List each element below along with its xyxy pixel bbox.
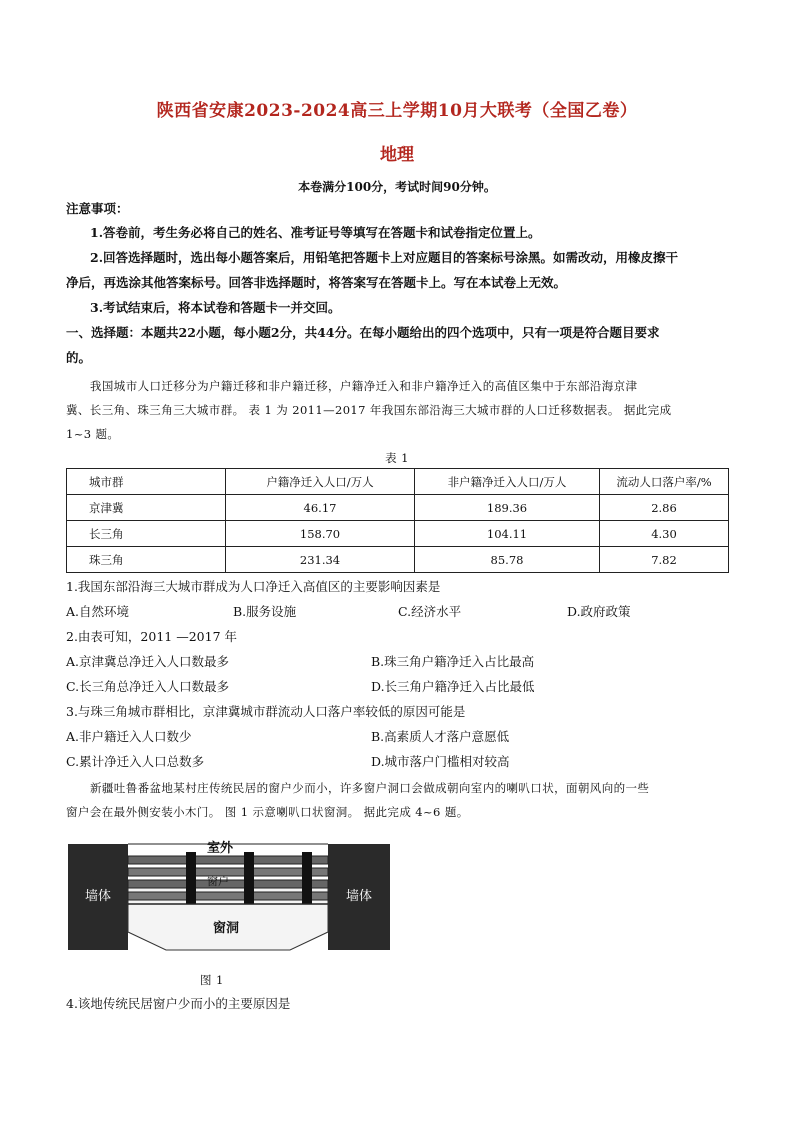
notes-item-2-line-2: 净后，再选涂其他答案标号。回答非选择题时，将答案写在答题卡上。写在本试卷上无效。 [66, 275, 567, 290]
exam-info: 本卷满分100分，考试时间90分钟。 [298, 180, 496, 194]
question-3-option-b: B.高素质人才落户意愿低 [371, 729, 510, 744]
table-cell: 85.78 [415, 547, 600, 573]
table-cell: 231.34 [226, 547, 415, 573]
label-wall-right: 墙体 [345, 889, 373, 904]
notes-heading: 注意事项： [66, 201, 129, 216]
section-heading-line-1: 一、选择题：本题共22小题，每小题2分，共44分。在每小题给出的四个选项中，只有一项是符合题目要求 [66, 325, 660, 340]
passage1-line-2: 冀、长三角、珠三角三大城市群。 表 1 为 2011—2017 年我国东部沿海三大城市群的人口迁移数据表。 据此完成 [66, 403, 672, 417]
table-cell: 46.17 [226, 495, 415, 521]
table-header: 流动人口落户率/% [600, 469, 729, 495]
question-2-option-c: C.长三角总净迁入人口数最多 [66, 679, 230, 694]
table-cell: 7.82 [600, 547, 729, 573]
question-1-option-a: A.自然环境 [66, 604, 130, 619]
section-heading-line-2: 的。 [66, 350, 92, 365]
label-wall-left: 墙体 [84, 889, 112, 904]
table-header: 城市群 [67, 469, 226, 495]
question-2-option-a: A.京津冀总净迁入人口数最多 [66, 654, 230, 669]
question-2-stem: 2.由表可知，2011 —2017 年 [66, 629, 237, 644]
passage2-line-1: 新疆吐鲁番盆地某村庄传统民居的窗户少而小，许多窗户洞口会做成朝向室内的喇叭口状，面朝风向的一些 [90, 781, 650, 795]
passage2-line-2: 窗户会在最外侧安装小木门。 图 1 示意喇叭口状窗洞。 据此完成 4~6 题。 [66, 805, 469, 819]
question-1-option-d: D.政府政策 [567, 604, 631, 619]
table-cell: 158.70 [226, 521, 415, 547]
table-row [67, 547, 729, 573]
table-cell: 京津冀 [67, 495, 226, 521]
label-window: 窗户 [207, 875, 229, 888]
table-cell: 长三角 [67, 521, 226, 547]
table-cell: 4.30 [600, 521, 729, 547]
question-4-stem: 4.该地传统民居窗户少而小的主要原因是 [66, 996, 291, 1011]
table-caption: 表 1 [385, 451, 409, 465]
table-cell: 2.86 [600, 495, 729, 521]
exam-title: 陕西省安康2023-2024高三上学期10月大联考（全国乙卷） [156, 101, 638, 121]
exam-subject: 地理 [380, 145, 414, 165]
migration-table [66, 468, 729, 573]
notes-item-1: 1.答卷前，考生务必将自己的姓名、准考证号等填写在答题卡和试卷指定位置上。 [90, 225, 541, 240]
window-opening-diagram [66, 830, 392, 954]
table-cell: 189.36 [415, 495, 600, 521]
passage1-line-3: 1~3 题。 [66, 427, 120, 441]
figure-caption: 图 1 [200, 973, 224, 987]
table-cell: 珠三角 [67, 547, 226, 573]
notes-item-3: 3.考试结束后，将本试卷和答题卡一并交回。 [90, 300, 341, 315]
table-row [67, 521, 729, 547]
label-opening: 窗洞 [212, 921, 240, 936]
table-row [67, 495, 729, 521]
question-2-option-b: B.珠三角户籍净迁入占比最高 [371, 654, 535, 669]
table-cell: 104.11 [415, 521, 600, 547]
table-header: 户籍净迁入人口/万人 [226, 469, 415, 495]
table-header-row [67, 469, 729, 495]
window-opening-figure [66, 830, 392, 954]
question-1-option-b: B.服务设施 [233, 604, 297, 619]
notes-item-2-line-1: 2.回答选择题时，选出每小题答案后，用铅笔把答题卡上对应题目的答案标号涂黑。如需改动，用橡皮擦干 [90, 250, 679, 265]
question-1-option-c: C.经济水平 [398, 604, 462, 619]
question-3-option-a: A.非户籍迁入人口数少 [66, 729, 192, 744]
table-header: 非户籍净迁入人口/万人 [415, 469, 600, 495]
question-1-stem: 1.我国东部沿海三大城市群成为人口净迁入高值区的主要影响因素是 [66, 579, 441, 594]
question-3-option-d: D.城市落户门槛相对较高 [371, 754, 510, 769]
question-3-stem: 3.与珠三角城市群相比，京津冀城市群流动人口落户率较低的原因可能是 [66, 704, 466, 719]
question-3-option-c: C.累计净迁入人口总数多 [66, 754, 205, 769]
question-2-option-d: D.长三角户籍净迁入占比最低 [371, 679, 535, 694]
passage1-line-1: 我国城市人口迁移分为户籍迁移和非户籍迁移，户籍净迁入和非户籍净迁入的高值区集中于东部沿海京津 [90, 379, 638, 393]
label-outside: 室外 [206, 841, 234, 856]
